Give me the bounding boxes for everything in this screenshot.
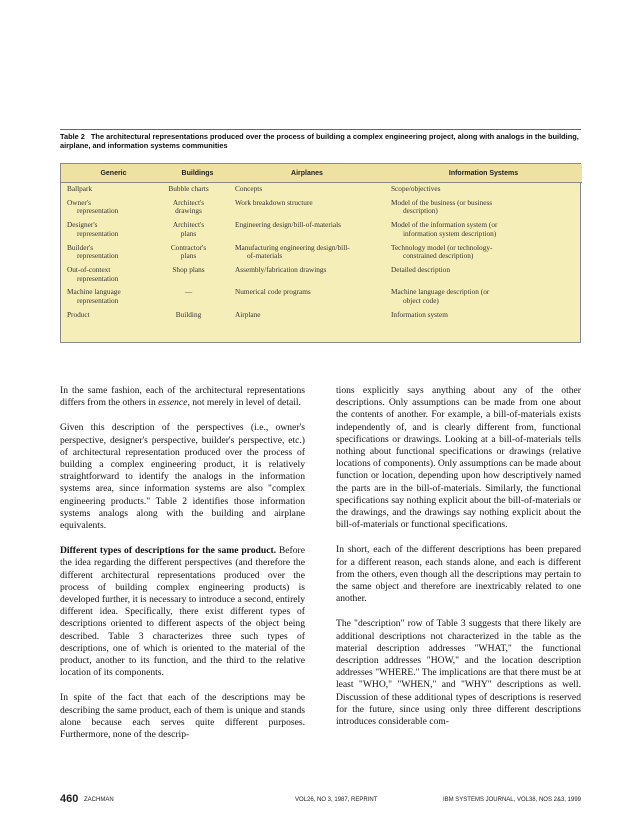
cell-line: Manufacturing engineering design/bill- <box>235 242 350 252</box>
cell-line: object code) <box>403 296 439 306</box>
table-row <box>61 242 582 264</box>
cell-line: Detailed description <box>391 264 450 274</box>
cell-line: drawings <box>175 206 202 216</box>
body-column-right <box>336 385 581 741</box>
representations-table <box>61 164 582 322</box>
table-cell-info <box>385 219 582 241</box>
cell-line: Model of the business (or business <box>391 197 493 207</box>
table-cell-info <box>385 309 582 323</box>
cell-line: constrained description) <box>403 251 474 261</box>
cell-line: Contractor's <box>170 242 207 252</box>
paragraph-5: tions explicitly says anything about any of the other descriptions. Only assumptions can be made from one about the contents of another. For example, a bill-of-materials exists independently of, and is clearly different from, functional specifications or drawings. Looking at a bill-of-materials tells nothing about functional specifications or drawings (relative locations of components). Only assumptions can be made about function or location, depending upon how descriptively named the parts are in the bill-of-materials. Similarly, the functional specifications say nothing explicit about the bill-of-materials or the drawings, and the drawings say nothing explicit about the bill-of-materials or functional specifications. <box>336 385 581 531</box>
table-caption-text: The architectural representations produced over the process of building a complex engineering project, along with analogs in the building, airplane, and information systems communities <box>60 132 579 150</box>
cell-line: Airplane <box>235 309 261 319</box>
cell-line: of-materials <box>247 251 283 261</box>
page-footer <box>60 793 581 810</box>
body-column-left <box>60 385 305 754</box>
table-caption <box>60 132 580 150</box>
table-row <box>61 183 582 197</box>
cell-line: representation <box>77 296 119 306</box>
table-cell-generic <box>61 183 166 197</box>
cell-line: Owner's <box>67 197 92 207</box>
table-row <box>61 197 582 219</box>
header-information-systems: Information Systems <box>385 164 582 183</box>
table-cell-info <box>385 197 582 219</box>
table-cell-airplanes <box>229 286 385 308</box>
header-generic: Generic <box>61 164 166 183</box>
cell-line: Product <box>67 309 90 319</box>
cell-line: Machine language <box>67 287 121 297</box>
cell-line: Scope/objectives <box>391 184 441 193</box>
footer-reprint-info: VOL26, NO 3, 1987, REPRINT <box>295 797 378 803</box>
table-cell-buildings <box>166 309 229 323</box>
cell-line: information system description) <box>403 228 497 238</box>
table-cell-info <box>385 264 582 286</box>
table-row <box>61 264 582 286</box>
table-header-row <box>61 164 582 183</box>
paragraph-6: In short, each of the different descriptions has been prepared for a different reason, each stands alone, and each is different from the others, even though all the descriptions may pertain to the same object and therefore are inextricably related to one another. <box>336 544 581 605</box>
table-cell-generic <box>61 286 166 308</box>
cell-line: representation <box>77 251 119 261</box>
table-row <box>61 286 582 308</box>
table-cell-buildings <box>166 242 229 264</box>
cell-line: description) <box>403 206 438 216</box>
table-cell-airplanes <box>229 183 385 197</box>
header-airplanes: Airplanes <box>229 164 385 183</box>
table-row <box>61 309 582 323</box>
table-row <box>61 219 582 241</box>
page-number: 460 <box>60 793 79 805</box>
table-cell-airplanes <box>229 219 385 241</box>
cell-line: Concepts <box>235 184 263 193</box>
cell-line: representation <box>77 206 119 216</box>
table-cell-buildings <box>166 197 229 219</box>
table-cell-buildings <box>166 286 229 308</box>
table-cell-generic <box>61 264 166 286</box>
paragraph-3-text: Before the idea regarding the different perspectives (and therefore the different architectural representations produced over the process of building complex engineering products) is developed further, it is necessary to introduce a second, entirely different idea. Specifically, there exist different types of descriptions oriented to different aspects of the object being described. Table 3 characterizes three such types of descriptions, one of which is oriented to the material of the product, another to its function, and the third to the relative location of its components. <box>60 545 305 679</box>
paragraph-3 <box>60 545 305 679</box>
cell-line: Designer's <box>67 220 98 230</box>
cell-line: Information system <box>391 309 448 319</box>
section-lead: Different types of descriptions for the same product. <box>60 545 277 557</box>
cell-line: representation <box>77 273 119 283</box>
table-cell-buildings <box>166 264 229 286</box>
table-top-rule <box>60 129 581 130</box>
cell-line: plans <box>180 251 197 261</box>
table-2 <box>60 163 581 343</box>
table-cell-buildings <box>166 219 229 241</box>
table-cell-generic <box>61 309 166 323</box>
table-cell-info <box>385 286 582 308</box>
cell-line: Shop plans <box>172 264 205 274</box>
cell-line: Out-of-context <box>67 264 111 274</box>
cell-line: Engineering design/bill-of-materials <box>235 220 341 230</box>
cell-line: Assembly/fabrication drawings <box>235 264 327 274</box>
cell-line: Ballpark <box>67 184 93 193</box>
paragraph-1: In the same fashion, each of the architectural representations differs from the others in essence, not merely in level of detail. <box>60 385 305 409</box>
paragraph-2: Given this description of the perspectives (i.e., owner's perspective, designer's perspective, builder's perspective, etc.) of architectural representation produced over the process of building a complex engineering product, it is relatively straightforward to identify the analogs in the information systems area, since information systems are also "complex engineering products." Table 2 identifies those information systems analogs along with the building and airplane equivalents. <box>60 422 305 532</box>
table-cell-airplanes <box>229 309 385 323</box>
cell-line: representation <box>77 228 119 238</box>
table-cell-generic <box>61 242 166 264</box>
cell-line: Building <box>175 309 202 319</box>
cell-line: — <box>184 287 193 297</box>
cell-line: Builder's <box>67 242 94 252</box>
table-cell-airplanes <box>229 264 385 286</box>
footer-author: ZACHMAN <box>84 797 114 803</box>
cell-line: Model of the information system (or <box>391 220 498 230</box>
table-cell-info <box>385 242 582 264</box>
footer-journal-info: IBM SYSTEMS JOURNAL, VOL38, NOS 2&3, 1999 <box>442 797 581 803</box>
cell-line: Technology model (or technology- <box>391 242 493 252</box>
cell-line: Work breakdown structure <box>235 197 313 207</box>
table-cell-generic <box>61 219 166 241</box>
paragraph-4: In spite of the fact that each of the descriptions may be describing the same product, each of them is unique and stands alone because each serves quite different purposes. Furthermore, none of the descrip- <box>60 692 305 741</box>
header-buildings: Buildings <box>166 164 229 183</box>
table-cell-airplanes <box>229 197 385 219</box>
table-body <box>61 183 582 323</box>
cell-line: Architect's <box>172 220 205 230</box>
table-cell-buildings <box>166 183 229 197</box>
table-cell-info <box>385 183 582 197</box>
cell-line: Numerical code programs <box>235 287 311 297</box>
table-label: Table 2 <box>60 132 85 141</box>
cell-line: Machine language description (or <box>391 287 490 297</box>
cell-line: plans <box>180 228 197 238</box>
paragraph-7: The "description" row of Table 3 suggests that there likely are additional descriptions not characterized in the table as the material description addresses "WHAT," the functional description addresses "HOW," and the location description addresses "WHERE." The implications are that there must be at least "WHO," "WHEN," and "WHY" descriptions as well. Discussion of these additional types of descriptions is reserved for the future, since using only three different descriptions introduces considerable com- <box>336 618 581 728</box>
cell-line: Bubble charts <box>168 184 209 193</box>
table-cell-generic <box>61 197 166 219</box>
table-cell-airplanes <box>229 242 385 264</box>
cell-line: Architect's <box>172 197 205 207</box>
